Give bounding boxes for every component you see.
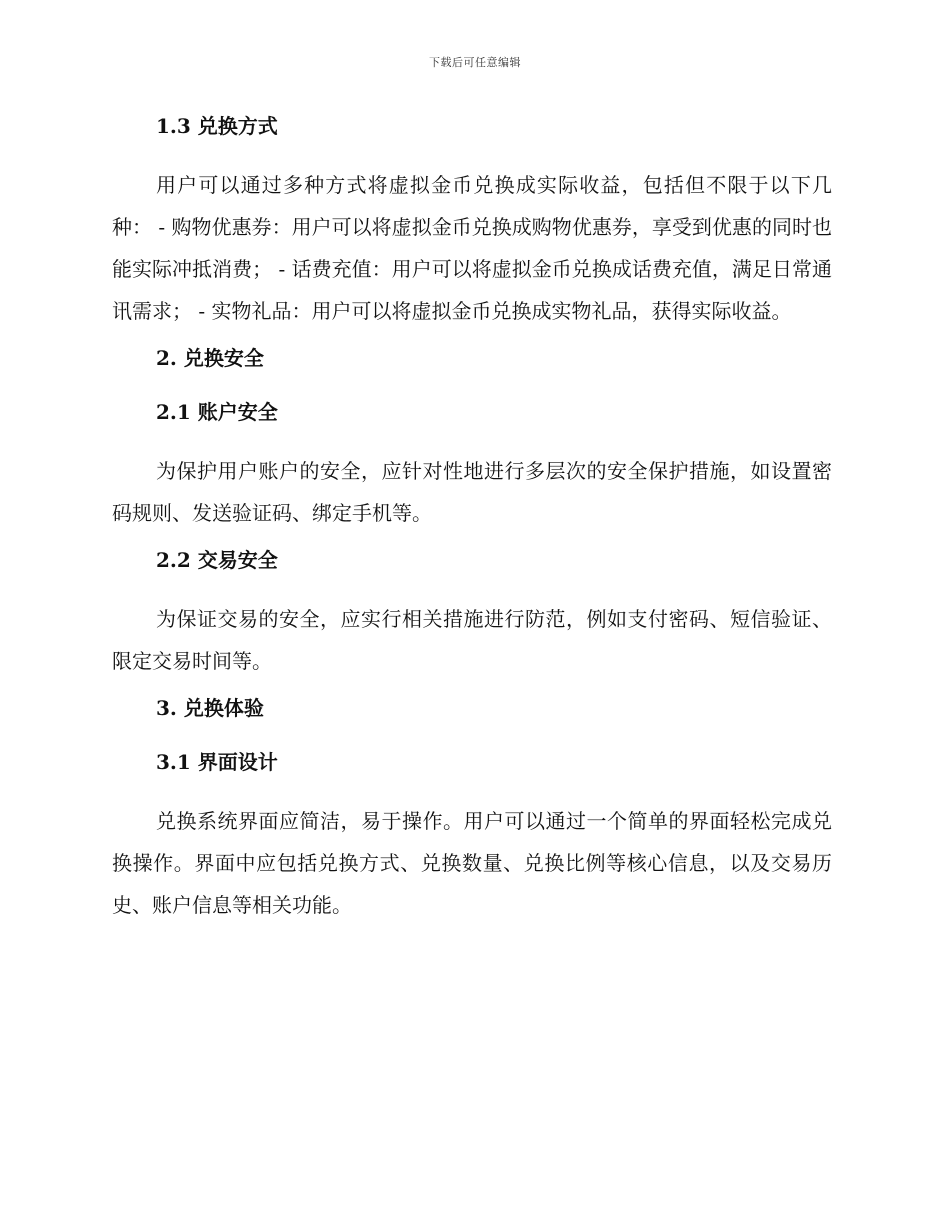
section-heading-3: 3. 兑换体验 — [156, 696, 264, 720]
section-heading-2: 2. 兑换安全 — [156, 346, 264, 370]
paragraph-account-security: 为保护用户账户的安全，应针对性地进行多层次的安全保护措施，如设置密码规则、发送验证码、绑定手机等。 — [112, 459, 832, 525]
section-heading-3-1: 3.1 界面设计 — [156, 750, 278, 774]
section-heading-2-2: 2.2 交易安全 — [156, 548, 278, 572]
page-header: 下载后可任意编辑 — [429, 56, 521, 69]
document-body — [112, 110, 832, 936]
section-heading-1-3: 1.3 兑换方式 — [156, 114, 278, 138]
section-heading-2-1: 2.1 账户安全 — [156, 400, 278, 424]
paragraph-exchange-methods: 用户可以通过多种方式将虚拟金币兑换成实际收益，包括但不限于以下几种： - 购物优惠券：用户可以将虚拟金币兑换成购物优惠券，享受到优惠的同时也能实际冲抵消费； - 话费充值：用户可以将虚拟金币兑换成话费充值，满足日常通讯需求； - 实物礼品：用户可以将虚拟金币兑换成实物礼品，获得实际收益。 — [112, 173, 832, 323]
paragraph-interface-design: 兑换系统界面应简洁，易于操作。用户可以通过一个简单的界面轻松完成兑换操作。界面中应包括兑换方式、兑换数量、兑换比例等核心信息，以及交易历史、账户信息等相关功能。 — [112, 809, 832, 917]
paragraph-transaction-security: 为保证交易的安全，应实行相关措施进行防范，例如支付密码、短信验证、限定交易时间等。 — [112, 607, 832, 673]
